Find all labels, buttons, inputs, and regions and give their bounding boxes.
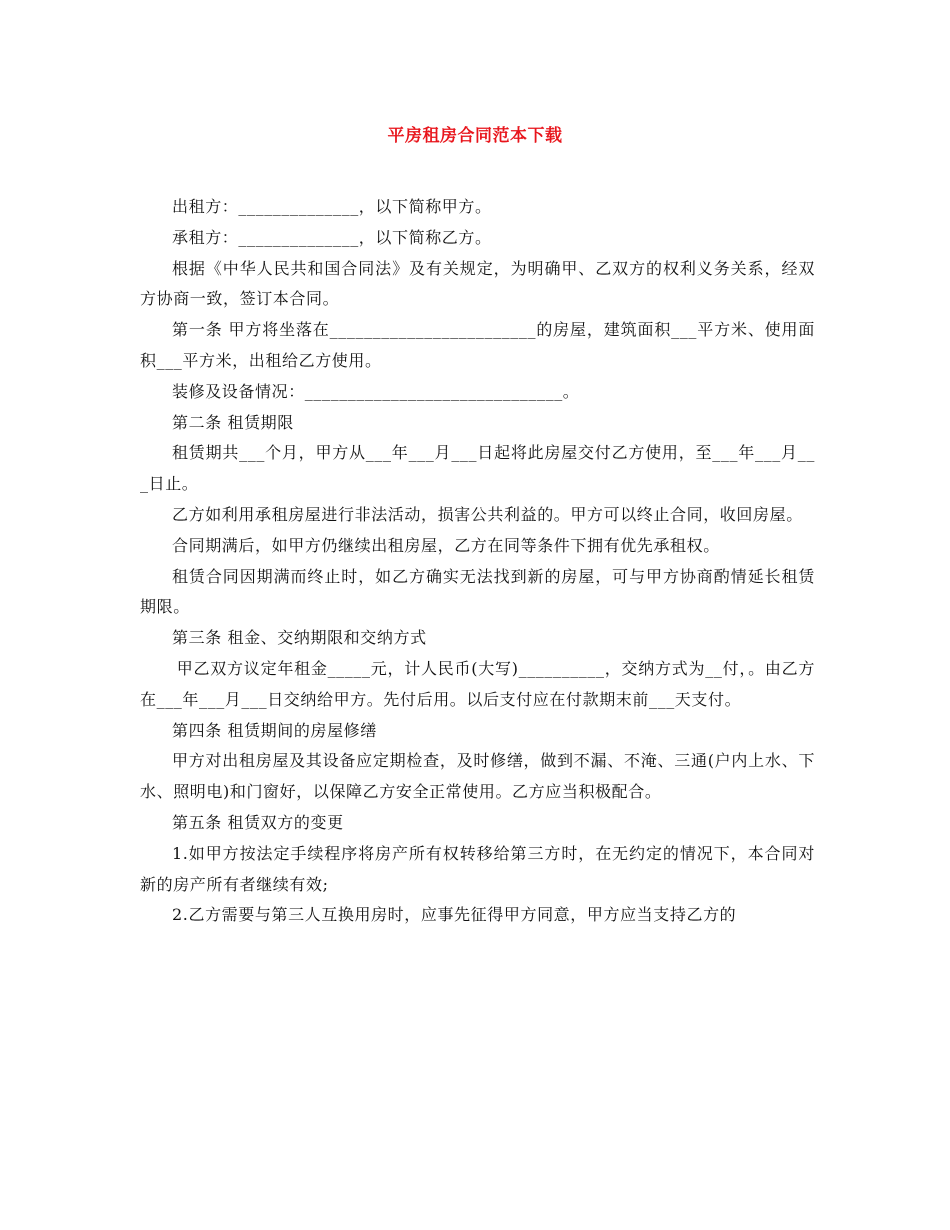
paragraph-extension: 租赁合同因期满而终止时，如乙方确实无法找到新的房屋，可与甲方协商酌情延长租赁期限。: [140, 566, 815, 617]
document-title: 平房租房合同范本下载: [387, 126, 563, 146]
paragraph-change-2: 2.乙方需要与第三人互换用房时，应事先征得甲方同意，甲方应当支持乙方的: [172, 905, 737, 925]
document-body: [140, 192, 815, 931]
paragraph-article-1: 第一条 甲方将坐落在________________________的房屋，建筑面积___平方米、使用面积___平方米，出租给乙方使用。: [140, 320, 815, 370]
heading-article-4: 第四条 租赁期间的房屋修缮: [172, 720, 377, 740]
paragraph-preamble: 根据《中华人民共和国合同法》及有关规定，为明确甲、乙双方的权利义务关系，经双方协商一致，签订本合同。: [140, 258, 815, 309]
paragraph-fixtures: 装修及设备情况：______________________________。: [172, 381, 580, 401]
paragraph-termination: 乙方如利用承租房屋进行非法活动，损害公共利益的。甲方可以终止合同，收回房屋。: [172, 504, 803, 524]
paragraph-repairs: 甲方对出租房屋及其设备应定期检查，及时修缮，做到不漏、不淹、三通(户内上水、下水、照明电)和门窗好，以保障乙方安全正常使用。乙方应当积极配合。: [140, 751, 815, 802]
heading-article-3: 第三条 租金、交纳期限和交纳方式: [172, 628, 427, 648]
paragraph-lease-term: 租赁期共___个月，甲方从___年___月___日起将此房屋交付乙方使用，至___年___月___日止。: [140, 443, 815, 494]
paragraph-renewal-priority: 合同期满后，如甲方仍继续出租房屋，乙方在同等条件下拥有优先承租权。: [172, 535, 720, 555]
paragraph-rent-payment: 甲乙双方议定年租金_____元，计人民币(大写)__________，交纳方式为__付，。由乙方在___年___月___日交纳给甲方。先付后用。以后支付应在付款期末前___天支付。: [140, 658, 815, 709]
heading-article-5: 第五条 租赁双方的变更: [172, 812, 344, 832]
heading-article-2: 第二条 租赁期限: [172, 412, 294, 432]
paragraph-change-1: 1.如甲方按法定手续程序将房产所有权转移给第三方时，在无约定的情况下，本合同对新的房产所有者继续有效;: [140, 843, 815, 894]
paragraph-lessee: 承租方：______________，以下简称乙方。: [172, 227, 492, 247]
paragraph-lessor: 出租方：______________，以下简称甲方。: [172, 197, 492, 216]
